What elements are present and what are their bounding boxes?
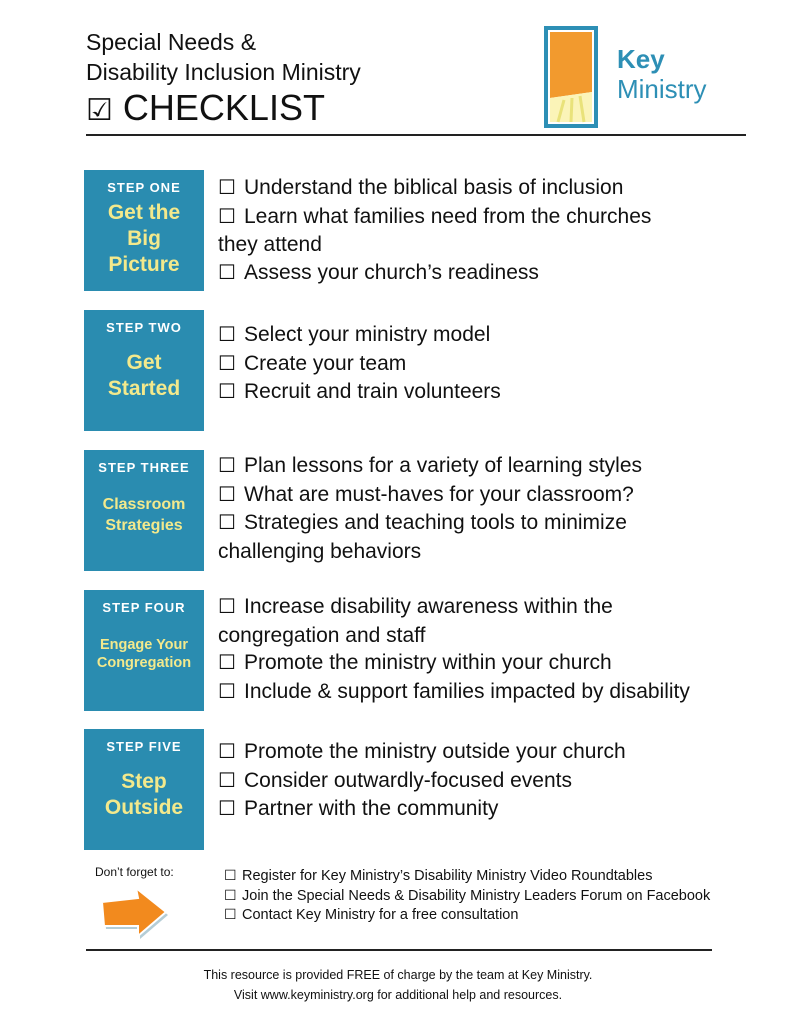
item-text: Plan lessons for a variety of learning styles [244, 454, 643, 477]
checkbox-icon[interactable]: ☐ [218, 352, 236, 375]
step-label: STEP FOUR [102, 600, 186, 615]
item-text: Understand the biblical basis of inclusion [244, 176, 624, 199]
step-one-box [84, 170, 204, 291]
list-item[interactable] [224, 886, 710, 906]
item-text: Promote the ministry outside your church [244, 740, 626, 763]
checkbox-icon[interactable]: ☐ [218, 652, 236, 674]
step-five-box [84, 729, 204, 850]
checkbox-icon[interactable]: ☐ [218, 769, 236, 792]
step-name-line: Picture [108, 253, 180, 276]
dont-forget-items [224, 866, 710, 925]
step-four-box [84, 590, 204, 711]
logo-word-key: Key [617, 44, 665, 74]
item-text: Learn what families need from the churches [244, 204, 652, 228]
checkbox-icon[interactable]: ☐ [218, 381, 236, 403]
key-ministry-door-logo-icon [544, 26, 598, 128]
item-continuation: challenging behaviors [218, 539, 422, 563]
step-label: STEP FIVE [106, 739, 182, 754]
footer-line-2: Visit www.keyministry.org for additional help and resources. [233, 988, 563, 1002]
item-text: Contact Key Ministry for a free consultation [242, 907, 519, 923]
item-text: Join the Special Needs & Disability Ministry Leaders Forum on Facebook [242, 887, 711, 904]
step-name [84, 769, 204, 821]
list-item[interactable] [224, 905, 710, 925]
step-name-line: Get the [107, 201, 181, 224]
checkbox-icon[interactable]: ☐ [218, 596, 236, 618]
item-text: Register for Key Ministry’s Disability Ministry Video Roundtables [242, 868, 653, 884]
title-checklist [86, 88, 325, 131]
step-name-line: Step [121, 770, 167, 793]
checklist-heading: CHECKLIST [122, 87, 325, 128]
item-text: Include & support families impacted by disability [244, 679, 690, 703]
checkbox-icon[interactable]: ☐ [218, 512, 236, 534]
checkbox-icon[interactable]: ☐ [218, 455, 236, 477]
list-item[interactable] [218, 350, 501, 379]
item-text: Recruit and train volunteers [244, 380, 501, 403]
step-name-line: Engage Your [99, 637, 189, 653]
checkbox-icon[interactable]: ☐ [224, 867, 237, 883]
footer-line-1: This resource is provided FREE of charge by the team at Key Ministry. [203, 968, 593, 982]
header-divider [86, 134, 746, 136]
step-name [84, 350, 204, 402]
list-item[interactable] [218, 593, 690, 622]
list-item[interactable] [218, 795, 626, 824]
list-item[interactable] [218, 678, 690, 707]
step-three-box [84, 450, 204, 571]
item-continuation: they attend [218, 233, 322, 256]
list-item[interactable] [218, 738, 626, 767]
title-line-1: Special Needs & [86, 29, 257, 55]
item-text: Create your team [244, 351, 407, 375]
logo-word-ministry: Ministry [617, 74, 707, 104]
step-one-items [218, 174, 651, 287]
item-text: Consider outwardly-focused events [244, 768, 573, 792]
item-continuation: congregation and staff [218, 623, 426, 647]
step-name-line: Strategies [105, 517, 183, 534]
list-item[interactable] [218, 259, 651, 288]
item-text: What are must-haves for your classroom? [244, 482, 634, 506]
checkbox-icon[interactable]: ☐ [218, 483, 236, 506]
list-item[interactable] [218, 481, 642, 510]
step-label: STEP ONE [107, 180, 181, 195]
checkbox-icon[interactable]: ☐ [218, 177, 236, 199]
step-name-line: Congregation [96, 655, 192, 671]
checkbox-icon[interactable]: ☐ [218, 324, 236, 346]
step-name-line: Started [107, 377, 181, 400]
step-name [84, 200, 204, 278]
title-line-2: Disability Inclusion Ministry [86, 59, 361, 85]
list-item[interactable] [218, 509, 642, 538]
step-three-items [218, 452, 642, 565]
list-item[interactable] [218, 452, 642, 481]
arrow-right-icon [98, 884, 170, 940]
list-item[interactable] [218, 378, 501, 407]
check-box-icon: ☑ [86, 94, 113, 127]
item-text: Partner with the community [244, 797, 499, 820]
step-name-line: Big [127, 227, 161, 250]
list-item[interactable] [218, 174, 651, 203]
step-label: STEP THREE [98, 460, 190, 475]
item-text: Assess your church’s readiness [244, 260, 539, 284]
item-text: Increase disability awareness within the [244, 595, 613, 618]
step-name [84, 494, 204, 536]
step-five-items [218, 738, 626, 824]
dont-forget-label: Don’t forget to: [95, 865, 174, 879]
checkbox-icon[interactable]: ☐ [218, 798, 236, 820]
list-item[interactable] [218, 649, 690, 678]
step-name [84, 636, 204, 672]
item-text: Strategies and teaching tools to minimize [244, 511, 627, 534]
step-label: STEP TWO [106, 320, 182, 335]
checkbox-icon[interactable]: ☐ [224, 886, 237, 903]
step-four-items [218, 593, 690, 706]
checkbox-icon[interactable]: ☐ [218, 680, 236, 703]
footer-divider [86, 949, 712, 951]
checkbox-icon[interactable]: ☐ [224, 906, 237, 922]
checkbox-icon[interactable]: ☐ [218, 741, 236, 763]
list-item[interactable] [224, 866, 710, 886]
item-text: Promote the ministry within your church [244, 651, 612, 674]
list-item[interactable] [218, 321, 501, 350]
item-text: Select your ministry model [244, 323, 491, 346]
list-item[interactable] [218, 767, 626, 796]
step-two-items [218, 321, 501, 407]
checkbox-icon[interactable]: ☐ [218, 205, 236, 228]
step-two-box [84, 310, 204, 431]
step-name-line: Outside [104, 796, 184, 819]
list-item[interactable] [218, 203, 651, 232]
step-name-line: Get [126, 351, 162, 374]
checkbox-icon[interactable]: ☐ [218, 261, 236, 284]
step-name-line: Classroom [102, 496, 186, 513]
